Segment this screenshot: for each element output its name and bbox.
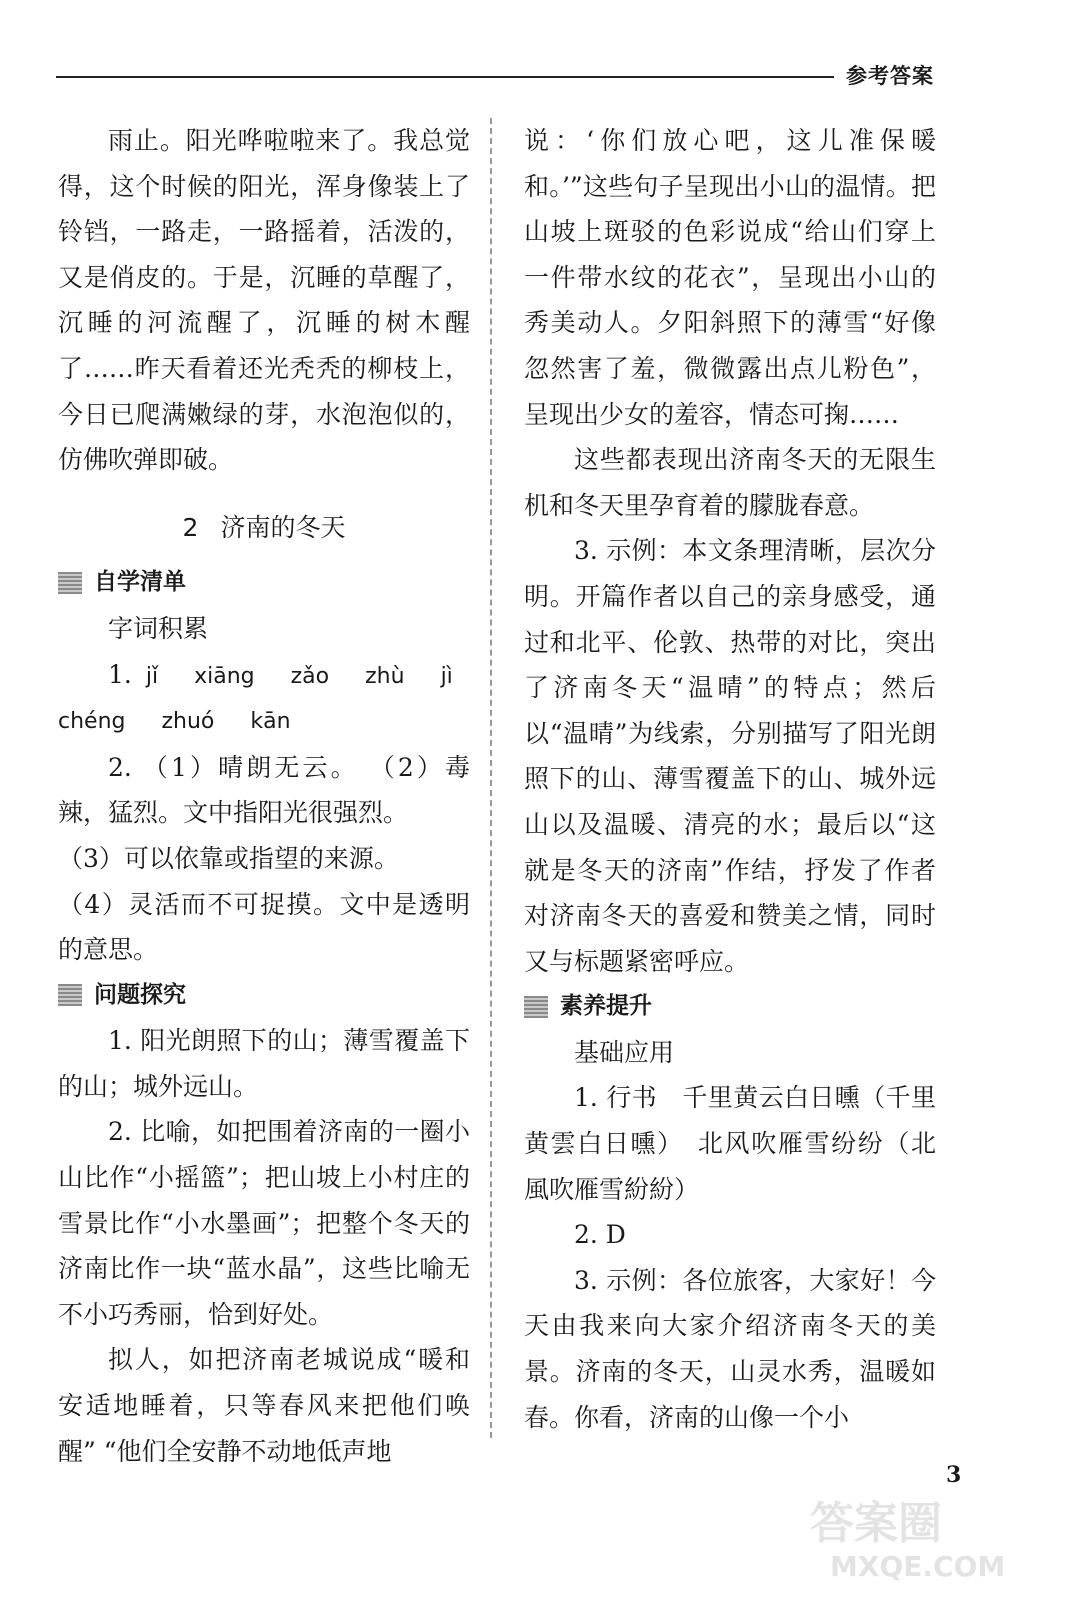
header-rule [56,76,834,78]
sub-basic: 基础应用 [574,1037,675,1067]
right-column [524,118,936,1440]
pinyin-word: chéng [58,709,126,735]
answer-item-2-3: （3）可以依靠或指望的来源。 [58,843,399,873]
pinyin-word: jǐ [145,663,159,689]
left-column [58,118,470,1474]
pinyin-word: kān [250,709,291,735]
summary-paragraph: 这些都表现出济南冬天的无限生机和冬天里孕育着的朦胧春意。 [524,445,936,520]
pinyin-word: zǎo [290,663,330,689]
watermark-logo [790,1488,1030,1588]
watermark-url: MXQE.COM [830,1550,1006,1583]
basic-item-1: 1. 行书 千里黄云白日曛（千里黄雲白日曛） 北风吹雁雪纷纷（北風吹雁雪紛紛） [524,1083,936,1204]
heading-self-study [58,560,470,606]
pinyin-word: zhù [365,663,405,689]
basic-item-3: 3. 示例：各位旅客，大家好！今天由我来向大家介绍济南冬天的美景。济南的冬天，山灵水秀，温暖如春。你看，济南的山像一个小 [524,1265,936,1432]
continuation-paragraph: 说：‘你们放心吧，这儿准保暖和。’”这些句子呈现出小山的温情。把山坡上斑驳的色彩说成“给山们穿上一件带水纹的花衣”，呈现出小山的秀美动人。夕阳斜照下的薄雪“好像忽然害了羞，微微露出点儿粉色”，呈现出少女的羞容，情态可掬…… [524,126,936,429]
heading-quality [524,984,936,1030]
pinyin-line-1 [58,652,470,700]
page-number: 3 [946,1462,962,1488]
heading-explore [58,973,470,1019]
heading-marker-icon [58,572,82,594]
watermark-text: 答案圈 [810,1498,942,1549]
heading-quality-text: 素养提升 [560,993,652,1020]
answer-item-3: 3. 示例：本文条理清晰，层次分明。开篇作者以自己的亲身感受，通过和北平、伦敦、热带的对比，突出了济南冬天“温晴”的特点；然后以“温晴”为线索，分别描写了阳光朗照下的山、薄雪覆盖下的山、城外远山以及温暖、清亮的水；最后以“这就是冬天的济南”作结，抒发了作者对济南冬天的喜爱和赞美之情，同时又与标题紧密呼应。 [524,536,936,976]
answer-item-2-4: （4）灵活而不可捉摸。文中是透明的意思。 [58,889,470,965]
pinyin-line-2 [58,699,470,745]
basic-item-2: 2. D [574,1220,626,1250]
pinyin-word: zhuó [161,709,215,735]
pinyin-word: jì [440,663,453,689]
item1-label: 1. [108,659,132,689]
pinyin-word: xiāng [194,663,255,689]
heading-marker-icon [524,996,548,1018]
intro-paragraph: 雨止。阳光哗啦啦来了。我总觉得，这个时候的阳光，浑身像装上了铃铛，一路走，一路摇着，活泼的，又是俏皮的。于是，沉睡的草醒了，沉睡的河流醒了，沉睡的树木醒了……昨天看着还光秃秃的柳枝上，今日已爬满嫩绿的芽，水泡泡似的，仿佛吹弹即破。 [58,126,470,475]
sub-vocab: 字词积累 [108,613,209,643]
explore-item-2-personify: 拟人，如把济南老城说成“暖和安适地睡着，只等春风来把他们唤醒” “他们全安静不动地低声地 [58,1345,470,1466]
section-number: 2 [182,512,199,542]
heading-explore-text: 问题探究 [94,981,186,1008]
explore-item-1: 1. 阳光朗照下的山；薄雪覆盖下的山；城外远山。 [58,1026,470,1101]
running-header-title: 参考答案 [846,64,934,88]
answer-item-2: 2. （1）晴朗无云。 （2）毒辣，猛烈。文中指阳光很强烈。 [58,752,470,828]
explore-item-2: 2. 比喻，如把围着济南的一圈小山比作“小摇篮”；把山坡上小村庄的雪景比作“小水墨画”；把整个冬天的济南比作一块“蓝水晶”，这些比喻无不小巧秀丽，恰到好处。 [58,1117,470,1329]
column-divider [490,118,492,1438]
section-title [58,505,470,551]
heading-self-study-text: 自学清单 [94,569,186,596]
heading-marker-icon [58,984,82,1006]
section-title-text: 济南的冬天 [220,512,346,542]
